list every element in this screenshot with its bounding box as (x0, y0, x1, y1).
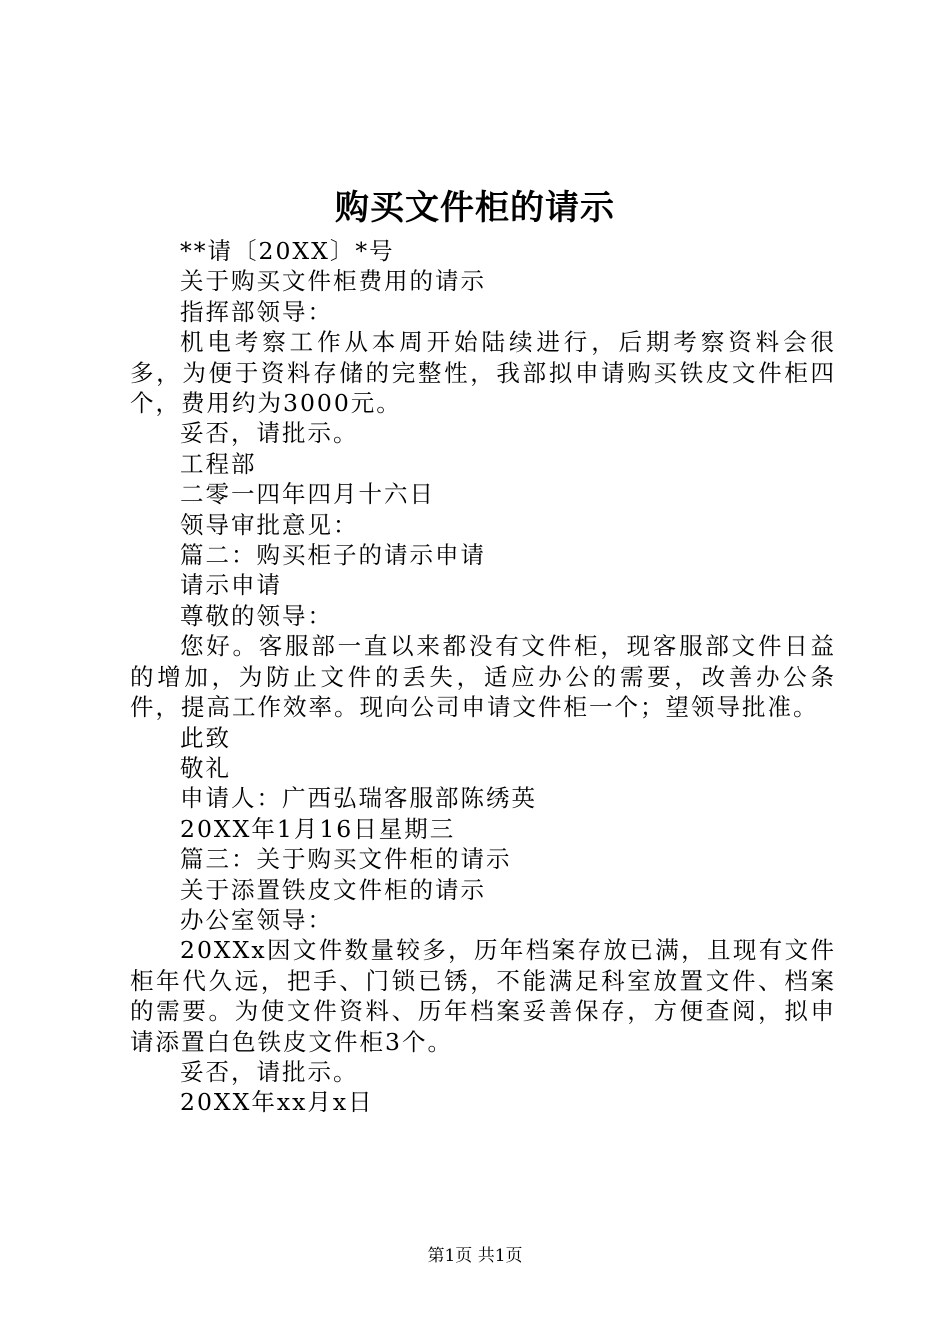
applicant-line: 申请人：广西弘瑞客服部陈绣英 (180, 784, 537, 813)
closing-request: 妥否，请批示。 (180, 1057, 359, 1086)
approval-label: 领导审批意见： (180, 510, 359, 539)
closing-phrase: 此致 (180, 723, 231, 752)
section-heading: 篇三：关于购买文件柜的请示 (180, 845, 512, 874)
closing-request: 妥否，请批示。 (180, 419, 359, 448)
salutation: 办公室领导： (180, 905, 333, 934)
salutation: 尊敬的领导： (180, 601, 333, 630)
subject-line: 关于购买文件柜费用的请示 (180, 267, 486, 296)
body-paragraph: 20XXx因文件数量较多，历年档案存放已满，且现有文件柜年代久远，把手、门锁已锈，不能满足科室放置文件、档案的需要。为使文件资料、历年档案妥善保存，方便查阅，拟申请添置白色铁皮文件柜3个。 (130, 936, 836, 1056)
sender-department: 工程部 (180, 449, 257, 478)
doc-number: **请〔20XX〕*号 (180, 237, 395, 265)
body-paragraph: 您好。客服部一直以来都没有文件柜，现客服部文件日益的增加，为防止文件的丢失，适应办公的需要，改善办公条件，提高工作效率。现向公司申请文件柜一个；望领导批准。 (130, 632, 836, 722)
document-title: 购买文件柜的请示 (335, 188, 615, 228)
date-line: 20XX年xx月x日 (180, 1088, 374, 1117)
closing-phrase: 敬礼 (180, 753, 231, 782)
date-line: 20XX年1月16日星期三 (180, 814, 456, 843)
body-paragraph: 机电考察工作从本周开始陆续进行，后期考察资料会很多，为便于资料存储的完整性，我部拟申请购买铁皮文件柜四个，费用约为3000元。 (130, 328, 836, 418)
date-line: 二零一四年四月十六日 (180, 480, 435, 509)
subject-line: 关于添置铁皮文件柜的请示 (180, 875, 486, 904)
subject-line: 请示申请 (180, 571, 282, 600)
document-body (130, 236, 836, 1118)
salutation: 指挥部领导： (180, 297, 333, 326)
section-heading: 篇二：购买柜子的请示申请 (180, 541, 486, 570)
page-footer: 第1页 共1页 (427, 1246, 523, 1266)
